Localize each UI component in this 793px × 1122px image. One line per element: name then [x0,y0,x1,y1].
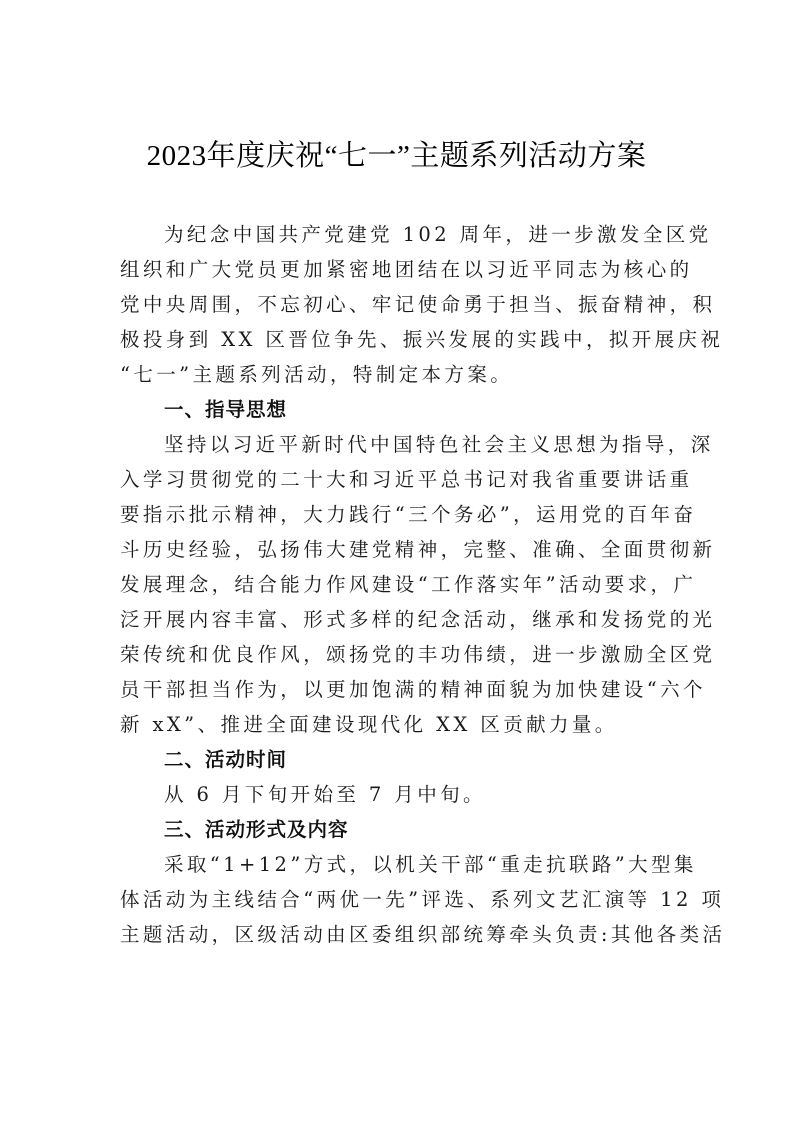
section-heading-activity-form: 三、活动形式及内容 [164,818,349,841]
text-line: 采取“1+12”方式，以机关干部“重走抗联路”大型集 [164,853,697,876]
text-line: 员干部担当作为，以更加饱满的精神面貌为加快建设“六个 [120,678,706,701]
text-line: “七一”主题系列活动，特制定本方案。 [120,363,514,386]
section-heading-guiding-ideology: 一、指导思想 [164,398,288,421]
text-line: 新 xX”、推进全面建设现代化 XX 区贡献力量。 [120,713,618,736]
document-body [120,217,726,952]
text-line: 组织和广大党员更加紧密地团结在以习近平同志为核心的 [120,258,693,281]
text-line: 要指示批示精神，大力践行“三个务必”，运用党的百年奋 [120,503,697,526]
text-line: 极投身到 XX 区晋位争先、振兴发展的实践中，拟开展庆祝 [120,328,724,351]
text-line: 主题活动，区级活动由区委组织部统筹牵头负责:其他各类活 [120,923,726,946]
text-line: 荣传统和优良作风，颂扬党的丰功伟绩，进一步激励全区党 [120,643,716,666]
section-heading-activity-time: 二、活动时间 [164,748,288,771]
text-line: 入学习贯彻党的二十大和习近平总书记对我省重要讲话重 [120,468,693,491]
text-line: 斗历史经验，弘扬伟大建党精神，完整、准确、全面贯彻新 [120,538,716,561]
intro-paragraph [120,217,724,392]
text-line: 为纪念中国共产党建党 102 周年，进一步激发全区党 [164,223,712,246]
text-line: 泛开展内容丰富、形式多样的纪念活动，继承和发扬党的光 [120,608,716,631]
activity-time-paragraph [120,777,673,812]
text-line: 体活动为主线结合“两优一先”评选、系列文艺汇演等 12 项 [120,888,725,911]
text-line: 党中央周围，不忘初心、牢记使命勇于担当、振奋精神，积 [120,293,716,316]
document-title: 2023年度庆祝“七一”主题系列活动方案 [146,140,647,172]
text-line: 发展理念，结合能力作风建设“工作落实年”活动要求，广 [120,573,697,596]
text-line: 从 6 月下旬开始至 7 月中旬。 [164,783,486,806]
text-line: 坚持以习近平新时代中国特色社会主义思想为指导，深 [164,433,714,456]
guiding-ideology-paragraph [120,427,716,742]
activity-form-paragraph [120,847,726,952]
